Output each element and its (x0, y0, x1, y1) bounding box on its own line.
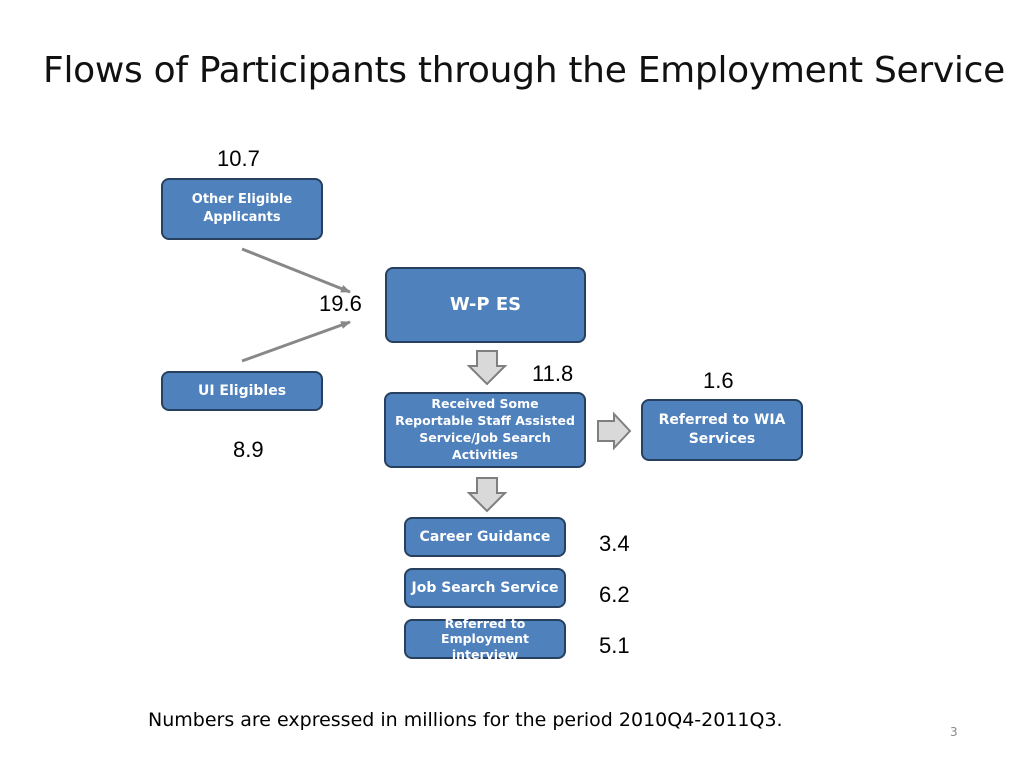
value-referred-employment: 5.1 (599, 633, 630, 658)
value-other-eligible: 10.7 (217, 146, 260, 171)
slide-title: Flows of Participants through the Employment Service (43, 50, 1005, 91)
page-number: 3 (950, 725, 958, 739)
node-career-guidance: Career Guidance (404, 517, 566, 557)
connector-ui-to-wpes (242, 322, 350, 361)
node-referred-employment-interview: Referred to Employment interview (404, 619, 566, 659)
node-referred-wia: Referred to WIA Services (641, 399, 803, 461)
value-received-service: 11.8 (532, 361, 574, 386)
node-job-search-service: Job Search Service (404, 568, 566, 608)
node-wp-es: W-P ES (385, 267, 586, 343)
value-job-search: 6.2 (599, 582, 630, 607)
node-other-eligible-applicants: Other Eligible Applicants (161, 178, 323, 240)
right-arrow-service-to-wia (598, 414, 630, 448)
value-referred-wia: 1.6 (703, 368, 734, 393)
value-wp-es: 19.6 (319, 291, 362, 316)
value-career-guidance: 3.4 (599, 531, 630, 556)
value-ui-eligibles: 8.9 (233, 437, 264, 462)
down-arrow-wpes-to-service (469, 351, 505, 384)
footnote: Numbers are expressed in millions for the period 2010Q4-2011Q3. (148, 709, 783, 731)
down-arrow-service-to-activities (469, 478, 505, 511)
connector-other-to-wpes (242, 249, 350, 292)
node-ui-eligibles: UI Eligibles (161, 371, 323, 411)
node-received-service: Received Some Reportable Staff Assisted Service/Job Search Activities (384, 392, 586, 468)
